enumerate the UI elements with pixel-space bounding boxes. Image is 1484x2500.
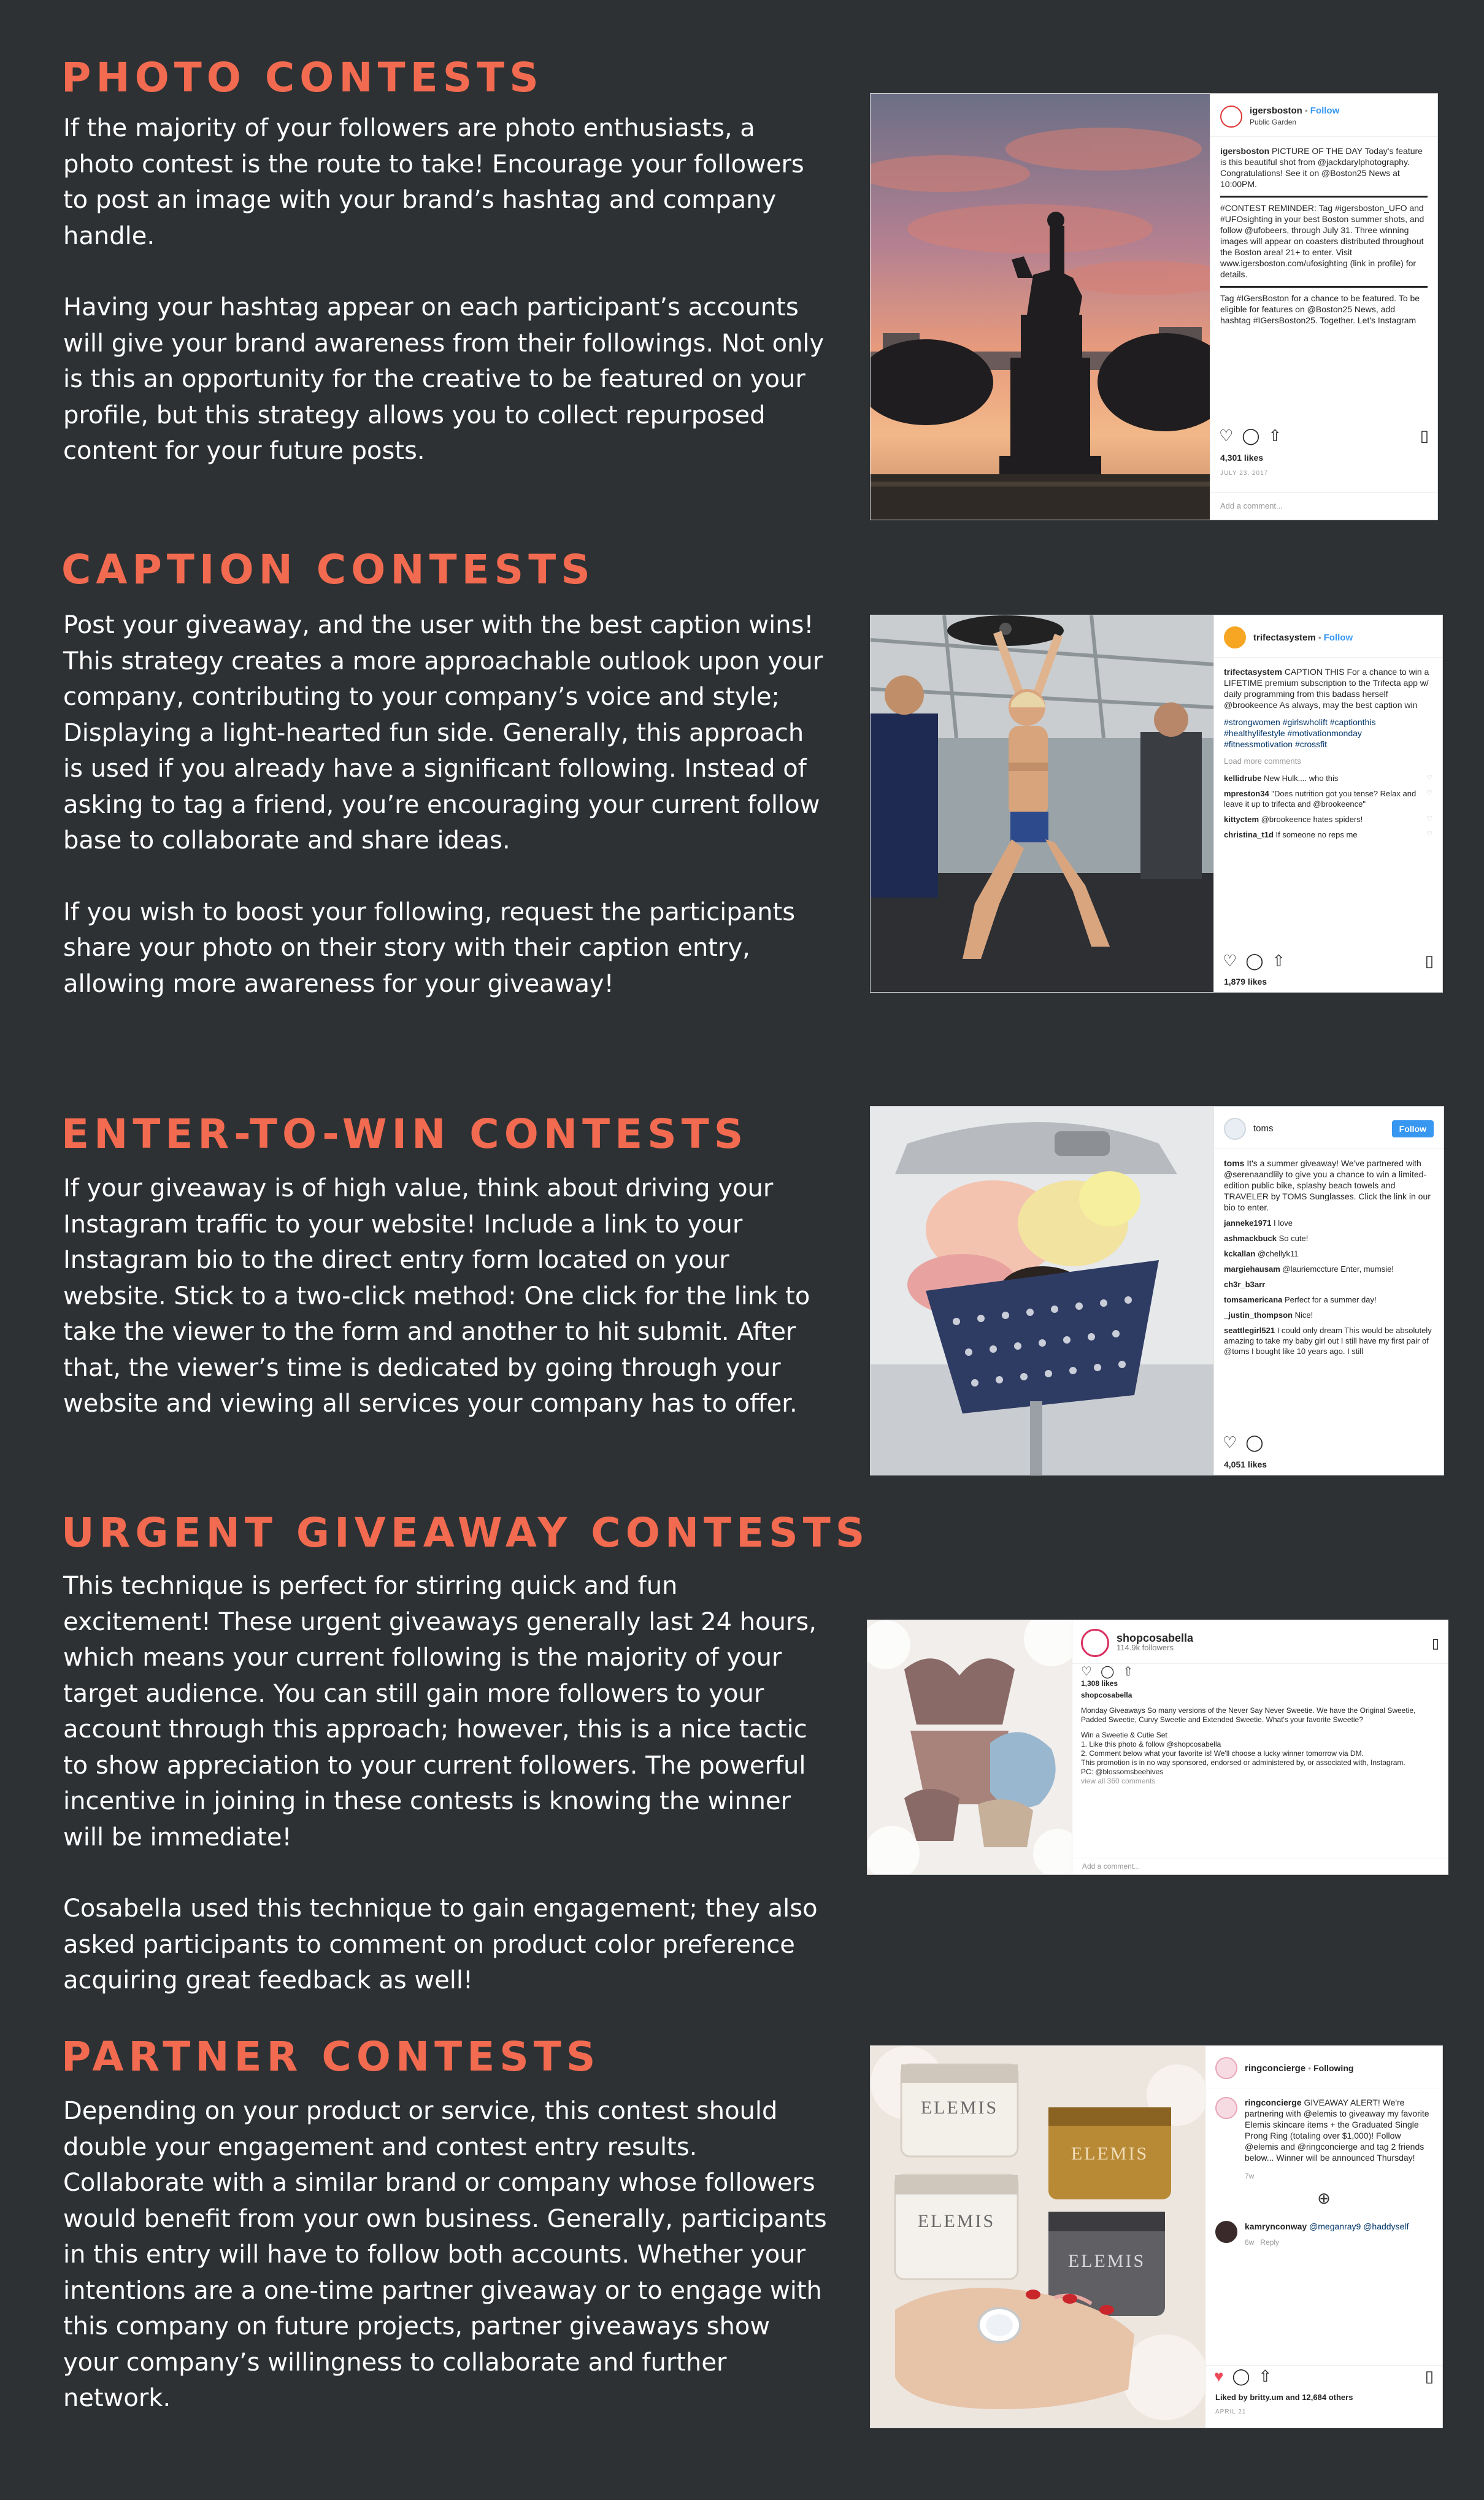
- avatar[interactable]: [1224, 626, 1246, 648]
- caption-text: CAPTION THIS For a chance to win a LIFETIME premium subscription to the Trifecta app w/ daily programming from this badass herself @brookeence As always, may the best caption win: [1224, 667, 1429, 710]
- username[interactable]: trifectasystem: [1253, 632, 1316, 643]
- caption-text: 1. Like this photo & follow @shopcosabella: [1081, 1740, 1221, 1748]
- comment-username[interactable]: _justin_thompson: [1224, 1310, 1293, 1320]
- jar-label: ELEMIS: [1071, 2144, 1149, 2164]
- post-header: [1210, 94, 1437, 137]
- comment-username[interactable]: janneke1971: [1224, 1218, 1272, 1228]
- comment: [1214, 1261, 1444, 1277]
- caption-text: PICTURE OF THE DAY Today's feature is this beautiful shot from @jackdarylphotography. Congratulations! See it on @Boston25 News at 10:00PM.: [1220, 146, 1423, 189]
- comment-username[interactable]: kckallan: [1224, 1249, 1256, 1258]
- section-photo-contests: [0, 0, 1484, 534]
- paragraph: If the majority of your followers are photo enthusiasts, a photo contest is the route to take! Encourage your followers to post an image with your brand’s hashtag and company handle.: [63, 114, 804, 250]
- liked-by[interactable]: Liked by britty.um and 12,684 others: [1215, 2393, 1353, 2402]
- instagram-post-toms: [870, 1106, 1444, 1475]
- heart-filled-icon[interactable]: ♥: [1214, 2367, 1224, 2385]
- likes-count[interactable]: 1,308 likes: [1081, 1679, 1118, 1688]
- jar-label: ELEMIS: [920, 2098, 999, 2118]
- bookmark-icon[interactable]: ▯: [1420, 426, 1429, 445]
- likes-count[interactable]: 4,301 likes: [1220, 453, 1264, 463]
- avatar[interactable]: [1215, 2057, 1237, 2079]
- caption-text: Win a Sweetie & Cutie Set: [1081, 1731, 1167, 1739]
- post-date: JULY 23, 2017: [1220, 470, 1269, 477]
- heart-icon[interactable]: ♡: [1426, 831, 1432, 838]
- comment-text: If someone no reps me: [1275, 830, 1358, 839]
- following-status[interactable]: Following: [1313, 2063, 1354, 2073]
- comment-username[interactable]: tomsamericana: [1224, 1295, 1283, 1304]
- paragraph: Cosabella used this technique to gain engagement; they also asked participants to comment on product color preference acquiring great feedback as well!: [63, 1894, 818, 1994]
- share-icon[interactable]: ⇧: [1272, 952, 1286, 970]
- section-body: [63, 2093, 830, 2417]
- caption-username[interactable]: shopcosabella: [1081, 1691, 1132, 1699]
- separator-dot: •: [1308, 2063, 1312, 2073]
- comment-username[interactable]: ch3r_b3arr: [1224, 1280, 1266, 1289]
- instagram-post-trifecta: [870, 615, 1443, 993]
- caption-text: Tag #IGersBoston for a chance to be featured. To be eligible for features on @Boston25 News, add hashtag #IGersBoston25. Together. Let's Instagram: [1220, 293, 1420, 325]
- comment: [1214, 1231, 1444, 1246]
- post-actions: [1205, 2365, 1442, 2385]
- avatar[interactable]: [1215, 2097, 1237, 2119]
- post-actions: [1210, 425, 1437, 445]
- comment: [1214, 771, 1442, 786]
- heart-icon[interactable]: ♡: [1426, 790, 1432, 797]
- comment-username[interactable]: christina_t1d: [1224, 830, 1274, 839]
- follow-link[interactable]: Follow: [1323, 632, 1353, 643]
- username[interactable]: ringconcierge: [1245, 2063, 1306, 2074]
- post-header: [1214, 615, 1442, 658]
- post-sidebar: [1072, 1620, 1448, 1874]
- section-heading: CAPTION CONTESTS: [61, 546, 595, 593]
- follow-link[interactable]: Follow: [1310, 106, 1340, 116]
- caption-username[interactable]: trifectasystem: [1224, 667, 1282, 677]
- instagram-post-ringconcierge: [870, 2045, 1443, 2428]
- caption-text: 2. Comment below what your favorite is! We'll choose a lucky winner tomorrow via DM.: [1081, 1749, 1364, 1758]
- post-sidebar: [1210, 94, 1437, 520]
- likes-count[interactable]: 1,879 likes: [1224, 977, 1267, 987]
- post-actions: [1214, 952, 1442, 970]
- caption-text: It's a summer giveaway! We've partnered with @serenaandlily to give you a chance to win a limited-edition public bike, splashy beach towels and TRAVELER by TOMS Sunglasses. Click the link in our bio to enter.: [1224, 1158, 1431, 1212]
- comment: [1214, 1292, 1444, 1307]
- comment-text: "Does nutrition got you tense? Relax and leave it up to trifecta and @brookeence": [1224, 789, 1417, 809]
- post-actions: [1214, 1432, 1444, 1452]
- section-heading: PARTNER CONTESTS: [61, 2033, 601, 2080]
- hashtags[interactable]: #strongwomen #girlswholift #captionthis #healthylifestyle #motivationmonday #fitnessmotivation #crossfit: [1224, 717, 1376, 749]
- bookmark-icon[interactable]: ▯: [1424, 952, 1434, 970]
- comment-text: Nice!: [1294, 1310, 1313, 1320]
- comment: [1214, 1215, 1444, 1231]
- post-photo-bike-basket: [871, 1107, 1214, 1475]
- post-sidebar: [1213, 1107, 1444, 1475]
- post-photo-statue-sunset: [871, 94, 1210, 520]
- load-more-comments[interactable]: Load more comments: [1224, 756, 1301, 766]
- add-comment-input[interactable]: Add a comment...: [1072, 1858, 1448, 1874]
- post-header: [1214, 1107, 1444, 1149]
- post-time: 7w: [1245, 2172, 1255, 2180]
- bookmark-icon[interactable]: ▯: [1424, 2367, 1434, 2385]
- paragraph: This technique is perfect for stirring quick and fun excitement! These urgent giveaways generally last 24 hours, which means your current following is the majority of your target audience. You can still gain more followers to your account through this approach; however, this is a nice tactic to show appreciation to your current followers. The powerful incentive in joining in these contests is knowing the winner will be immediate!: [63, 1572, 817, 1852]
- heart-icon[interactable]: ♡: [1223, 952, 1237, 970]
- post-header: [1205, 2046, 1442, 2088]
- caption-username[interactable]: ringconcierge: [1245, 2098, 1302, 2107]
- section-body: [63, 110, 830, 469]
- comment-text: @chellyk11: [1257, 1249, 1299, 1258]
- comment: [1205, 2212, 1442, 2250]
- caption-text: PC: @blossomsbeehives: [1081, 1767, 1164, 1776]
- jar-label: ELEMIS: [917, 2211, 996, 2231]
- comment-username[interactable]: ashmackbuck: [1224, 1234, 1277, 1243]
- heart-icon[interactable]: ♡: [1081, 1665, 1092, 1679]
- comment-text[interactable]: @meganray9 @haddyself: [1309, 2221, 1409, 2231]
- comment: [1214, 1246, 1444, 1261]
- section-heading: URGENT GIVEAWAY CONTESTS: [61, 1509, 870, 1556]
- instagram-post-cosabella: [867, 1620, 1448, 1875]
- share-icon[interactable]: ⇧: [1123, 1665, 1134, 1679]
- avatar[interactable]: [1220, 106, 1242, 128]
- caption: [1214, 658, 1442, 752]
- heart-icon[interactable]: ♡: [1219, 426, 1234, 445]
- caption-text: Monday Giveaways So many versions of the Never Say Never Sweetie. We have the Original Sweetie, Padded Sweetie, Curvy Sweetie and Extended Sweetie. What's your favorite Sweetie?: [1081, 1706, 1416, 1724]
- jar-label: ELEMIS: [1067, 2251, 1146, 2271]
- separator-dot: •: [1304, 106, 1308, 115]
- username[interactable]: igersboston: [1250, 106, 1302, 116]
- comment-text: Perfect for a summer day!: [1285, 1295, 1377, 1304]
- comment-username[interactable]: kellidrube: [1224, 774, 1262, 783]
- post-header: [1072, 1620, 1448, 1664]
- follow-button[interactable]: Follow: [1392, 1120, 1434, 1137]
- section-body: [63, 1171, 830, 1422]
- reply-link[interactable]: Reply: [1260, 2238, 1280, 2247]
- comment-username[interactable]: kittyctem: [1224, 815, 1259, 824]
- section-body: [63, 1568, 830, 1999]
- comment: [1214, 1307, 1444, 1323]
- followers-count: 114.9k followers: [1117, 1643, 1174, 1652]
- paragraph: Depending on your product or service, this contest should double your engagement and contest entry results. Collaborate with a similar brand or company whose followers would benefit from your own business. Generally, participants in this entry will have to follow both accounts. Whether your intentions are a one-time partner giveaway or to engage with this company on future projects, partner giveaways show your company’s willingness to collaborate and further network.: [63, 2097, 827, 2412]
- caption-username[interactable]: igersboston: [1220, 146, 1270, 156]
- avatar[interactable]: [1215, 2221, 1237, 2243]
- caption-username[interactable]: toms: [1224, 1158, 1245, 1168]
- comment-text: New Hulk.... who this: [1264, 774, 1339, 783]
- caption-text: GIVEAWAY ALERT! We're partnering with @elemis to giveaway my favorite Elemis skincare items + the Graduated Single Prong Ring (totaling over $1,000)! Follow @elemis and @ringconcierge and tag 2 friends below... Winner will be announced Thursday!: [1245, 2098, 1429, 2163]
- likes-count[interactable]: 4,051 likes: [1224, 1460, 1267, 1469]
- comment: [1214, 1323, 1444, 1359]
- post-sidebar: [1213, 615, 1442, 992]
- separator-dot: •: [1318, 632, 1321, 642]
- caption: [1205, 2088, 1442, 2184]
- comment-text: So cute!: [1278, 1234, 1309, 1243]
- username[interactable]: shopcosabella: [1117, 1632, 1194, 1644]
- comment-text: @lauriemccture Enter, mumsie!: [1282, 1264, 1394, 1274]
- instagram-post-igersboston: [870, 93, 1438, 520]
- comment: [1214, 786, 1442, 812]
- caption: [1210, 137, 1437, 328]
- caption-text: This promotion is in no way sponsored, endorsed or administered by, or associated with, Instagram.: [1081, 1758, 1405, 1767]
- caption: [1214, 1149, 1444, 1215]
- view-all-comments[interactable]: view all 360 comments: [1081, 1777, 1156, 1785]
- comment-username[interactable]: seattlegirl521: [1224, 1326, 1275, 1335]
- comment: [1214, 827, 1442, 842]
- avatar[interactable]: [1224, 1118, 1246, 1140]
- post-date: APRIL 21: [1215, 2409, 1247, 2415]
- share-icon[interactable]: ⇧: [1258, 2367, 1272, 2385]
- post-sidebar: [1205, 2046, 1442, 2428]
- comment-text: I love: [1273, 1218, 1293, 1228]
- comment-icon[interactable]: ◯: [1242, 426, 1260, 445]
- comment-time: 6w: [1245, 2238, 1255, 2247]
- comment-icon[interactable]: ◯: [1245, 1433, 1264, 1452]
- comment-username[interactable]: margiehausam: [1224, 1264, 1280, 1274]
- post-photo-lingerie: [867, 1620, 1072, 1874]
- section-heading: ENTER-TO-WIN CONTESTS: [61, 1110, 748, 1158]
- paragraph: Post your giveaway, and the user with the best caption wins! This strategy creates a more approachable outlook upon your company, contributing to your company’s voice and style; Displaying a light-hearted fun side. Generally, this approach is used if you already have a significant following. Instead of asking to tag a friend, you’re encouraging your current follow base to collaborate and share ideas.: [63, 611, 823, 855]
- caption-text: #CONTEST REMINDER: Tag #igersboston_UFO and #UFOsighting in your best Boston summer shots, and follow @ufobeers, through July 31. Three winning images will appear on coasters distributed throughout the Boston area! 21+ to enter. Visit www.igersboston.com/ufosighting (link in profile) for details.: [1220, 203, 1424, 279]
- comment: [1214, 1277, 1444, 1292]
- comment: [1214, 812, 1442, 827]
- share-icon[interactable]: ⇧: [1268, 426, 1282, 445]
- comment-username[interactable]: kamrynconway: [1245, 2221, 1307, 2231]
- comment-text: I could only dream This would be absolutely amazing to take my baby girl out I still have my first pair of @toms I bought like 10 years ago. I still: [1224, 1326, 1432, 1356]
- avatar[interactable]: [1081, 1629, 1109, 1657]
- add-comment-input[interactable]: Add a comment...: [1210, 492, 1437, 520]
- post-photo-elemis-jars: [871, 2046, 1205, 2428]
- paragraph: If your giveaway is of high value, think about driving your Instagram traffic to your website! Include a link to your Instagram bio to the direct entry form located on your website. Stick to a two-click method: One click for the link to take the viewer to the form and another to hit submit. After that, the viewer’s time is dedicated by going through your website and viewing all services your company has to offer.: [63, 1174, 810, 1418]
- load-more-icon[interactable]: ⊕: [1317, 2189, 1331, 2207]
- section-heading: PHOTO CONTESTS: [61, 54, 544, 101]
- paragraph: Having your hashtag appear on each participant’s accounts will give your brand awareness from their followings. Not only is this an opportunity for the creative to be featured on your profile, but this strategy allows you to collect repurposed content for your future posts.: [63, 293, 825, 465]
- heart-icon[interactable]: ♡: [1223, 1433, 1237, 1452]
- heart-icon[interactable]: ♡: [1426, 815, 1432, 823]
- comment-username[interactable]: mpreston34: [1224, 789, 1269, 798]
- username[interactable]: toms: [1253, 1123, 1274, 1134]
- post-actions: [1081, 1667, 1439, 1677]
- bookmark-icon[interactable]: ▯: [1431, 1635, 1439, 1651]
- location[interactable]: Public Garden: [1250, 118, 1297, 126]
- comment-icon[interactable]: ◯: [1245, 952, 1264, 970]
- comment-text: @brookeence hates spiders!: [1261, 815, 1363, 824]
- post-photo-athlete-lifting: [871, 615, 1214, 992]
- comment-icon[interactable]: ◯: [1232, 2367, 1250, 2385]
- section-body: [63, 607, 830, 1002]
- comment-icon[interactable]: ◯: [1100, 1665, 1115, 1679]
- heart-icon[interactable]: ♡: [1426, 774, 1432, 782]
- paragraph: If you wish to boost your following, request the participants share your photo on their story with their caption entry, allowing more awareness for your giveaway!: [63, 898, 796, 998]
